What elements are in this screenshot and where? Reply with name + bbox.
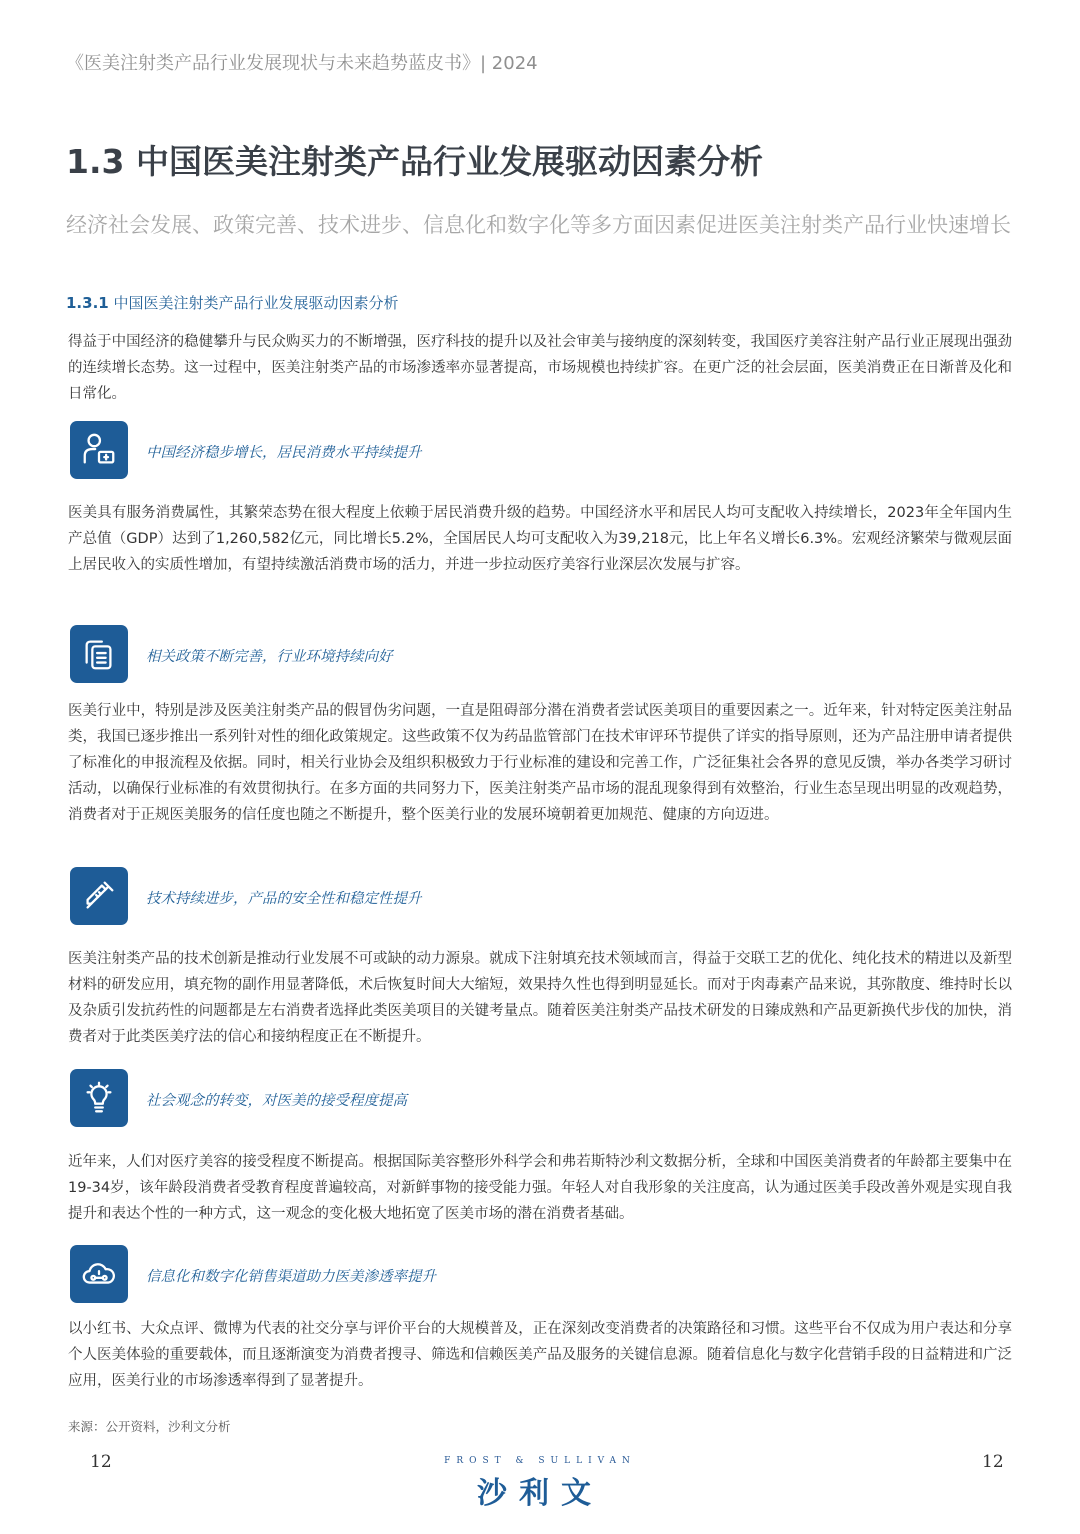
cloud-network-icon	[70, 1245, 128, 1303]
factor-social	[70, 1069, 670, 1129]
factor-technology	[70, 867, 670, 927]
syringe-icon	[70, 867, 128, 925]
subsection-label: 中国医美注射类产品行业发展驱动因素分析	[113, 294, 399, 312]
factor-title: 社会观念的转变，对医美的接受程度提高	[146, 1093, 407, 1109]
factor-title: 信息化和数字化销售渠道助力医美渗透率提升	[146, 1269, 436, 1285]
documents-icon	[70, 625, 128, 683]
page-number-left: 12	[90, 1452, 112, 1472]
intro-paragraph: 得益于中国经济的稳健攀升与民众购买力的不断增强，医疗科技的提升以及社会审美与接纳度的深刻转变，我国医疗美容注射产品行业正展现出强劲的连续增长态势。这一过程中，医美注射类产品的市场渗透率亦显著提高，市场规模也持续扩容。在更广泛的社会层面，医美消费正在日渐普及化和日常化。	[68, 334, 1012, 402]
section-title: 1.3 中国医美注射类产品行业发展驱动因素分析	[66, 142, 763, 181]
doc-header: 《医美注射类产品行业发展现状与未来趋势蓝皮书》| 2024	[66, 53, 538, 74]
factor-paragraph: 近年来，人们对医疗美容的接受程度不断提高。根据国际美容整形外科学会和弗若斯特沙利文数据分析，全球和中国医美消费者的年龄都主要集中在19-34岁，该年龄段消费者受教育程度普遍较高，对新鲜事物的接受能力强。年轻人对自我形象的关注度高，认为通过医美手段改善外观是实现自我提升和表达个性的一种方式，这一观念的变化极大地拓宽了医美市场的潜在消费者基础。	[68, 1154, 1012, 1222]
page-number-right: 12	[982, 1452, 1004, 1472]
factor-digital	[70, 1245, 670, 1305]
lightbulb-icon	[70, 1069, 128, 1127]
factor-paragraph: 医美注射类产品的技术创新是推动行业发展不可或缺的动力源泉。就成下注射填充技术领域而言，得益于交联工艺的优化、纯化技术的精进以及新型材料的研发应用，填充物的副作用显著降低，术后恢复时间大大缩短，效果持久性也得到明显延长。而对于肉毒素产品来说，其弥散度、维持时长以及杂质引发抗药性的问题都是左右消费者选择此类医美项目的关键考量点。随着医美注射类产品技术研发的日臻成熟和产品更新换代步伐的加快，消费者对于此类医美疗法的信心和接纳程度正在不断提升。	[68, 951, 1012, 1045]
factor-title: 中国经济稳步增长，居民消费水平持续提升	[146, 445, 422, 461]
factor-title: 相关政策不断完善，行业环境持续向好	[146, 649, 393, 665]
section-subtitle: 经济社会发展、政策完善、技术进步、信息化和数字化等多方面因素促进医美注射类产品行业快速增长	[66, 213, 1011, 237]
brand-chinese: 沙利文	[477, 1476, 603, 1511]
factor-paragraph: 医美具有服务消费属性，其繁荣态势在很大程度上依赖于居民消费升级的趋势。中国经济水平和居民人均可支配收入持续增长，2023年全年国内生产总值（GDP）达到了1,260,582亿元，同比增长5.2%，全国居民人均可支配收入为39,218元，比上年名义增长6.3%。宏观经济繁荣与微观层面上居民收入的实质性增加，有望持续激活消费市场的活力，并进一步拉动医疗美容行业深层次发展与扩容。	[68, 505, 1012, 573]
person-money-icon	[70, 421, 128, 479]
factor-paragraph: 以小红书、大众点评、微博为代表的社交分享与评价平台的大规模普及，正在深刻改变消费者的决策路径和习惯。这些平台不仅成为用户表达和分享个人医美体验的重要载体，而且逐渐演变为消费者搜寻、筛选和信赖医美产品及服务的关键信息源。随着信息化与数字化营销手段的日益精进和广泛应用，医美行业的市场渗透率得到了显著提升。	[68, 1321, 1012, 1389]
subsection-title	[66, 292, 399, 313]
subsection-number: 1.3.1	[66, 294, 109, 312]
factor-policy	[70, 625, 670, 685]
brand-logo	[440, 1456, 640, 1512]
brand-english: FROST & SULLIVAN	[444, 1456, 636, 1466]
source-note: 来源：公开资料，沙利文分析	[68, 1419, 231, 1434]
factor-paragraph: 医美行业中，特别是涉及医美注射类产品的假冒伪劣问题，一直是阻碍部分潜在消费者尝试医美项目的重要因素之一。近年来，针对特定医美注射品类，我国已逐步推出一系列针对性的细化政策规定。这些政策不仅为药品监管部门在技术审评环节提供了详实的指导原则，还为产品注册申请者提供了标准化的申报流程及依据。同时，相关行业协会及组织积极致力于行业标准的建设和完善工作，广泛征集社会各界的意见反馈，举办各类学习研讨活动，以确保行业标准的有效贯彻执行。在多方面的共同努力下，医美注射类产品市场的混乱现象得到有效整治，行业生态呈现出明显的改观趋势，消费者对于正规医美服务的信任度也随之不断提升，整个医美行业的发展环境朝着更加规范、健康的方向迈进。	[68, 703, 1012, 823]
factor-title: 技术持续进步，产品的安全性和稳定性提升	[146, 891, 422, 907]
factor-economy	[70, 421, 670, 481]
